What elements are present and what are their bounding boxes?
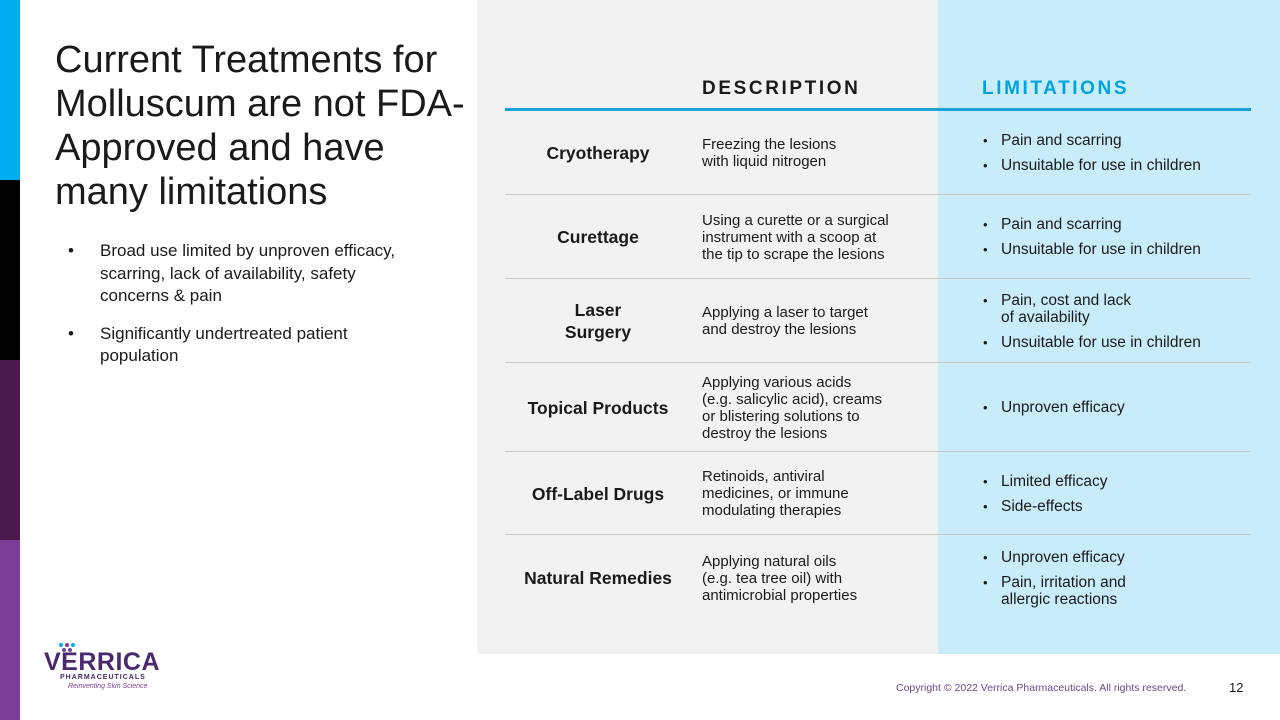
- table-row: [505, 452, 1251, 535]
- limitations-list: [981, 535, 1241, 621]
- limitation-item: • Unsuitable for use in children: [981, 157, 1241, 174]
- limitations-list: [981, 279, 1241, 363]
- copyright-notice: Copyright © 2022 Verrica Pharmaceuticals. All rights reserved.: [896, 682, 1187, 694]
- limitations-header: LIMITATIONS: [982, 78, 1130, 99]
- treatment-name: Topical Products: [527, 397, 669, 418]
- table-row: [505, 535, 1251, 621]
- limitation-item: • Pain and scarring: [981, 132, 1241, 149]
- limitation-item: • Unsuitable for use in children: [981, 241, 1241, 258]
- table-row: [505, 195, 1251, 279]
- treatment-description: Using a curette or a surgical instrument with a scoop at the tip to scrape the lesions: [702, 211, 889, 263]
- limitation-item: • Pain, cost and lack of availability: [981, 292, 1241, 326]
- table-row: [505, 279, 1251, 363]
- slide-title: Current Treatments for Molluscum are not FDA-Approved and have many limitations: [55, 39, 465, 213]
- key-point-text: Significantly undertreated patient population: [100, 323, 348, 365]
- accent-band-purple: [0, 540, 20, 720]
- treatment-name: Natural Remedies: [524, 568, 672, 588]
- table-row: [505, 363, 1251, 452]
- treatment-name: Laser Surgery: [564, 300, 632, 342]
- table-row: [505, 111, 1251, 195]
- limitation-item: • Unproven efficacy: [981, 399, 1241, 416]
- bullet-icon: •: [68, 323, 74, 343]
- limitations-list: [981, 195, 1241, 279]
- treatment-description: Retinoids, antiviral medicines, or immune modulating therapies: [702, 468, 849, 519]
- limitation-item: • Unsuitable for use in children: [981, 334, 1241, 351]
- treatment-description: Freezing the lesions with liquid nitrogen: [702, 136, 837, 170]
- treatment-description: Applying natural oils (e.g. tea tree oil) with antimicrobial properties: [702, 552, 858, 604]
- treatment-name: Cryotherapy: [546, 143, 650, 163]
- treatment-name: Curettage: [557, 227, 639, 247]
- bullet-icon: •: [68, 241, 74, 260]
- accent-band-blue: [0, 0, 20, 180]
- treatment-name: Off-Label Drugs: [531, 483, 665, 504]
- limitations-list: [981, 111, 1241, 195]
- key-point: [68, 323, 408, 368]
- page-number: 12: [1229, 680, 1244, 695]
- limitations-list: [981, 363, 1241, 452]
- limitation-item: • Unproven efficacy: [981, 549, 1241, 566]
- treatment-description: Applying various acids (e.g. salicylic acid), creams or blistering solutions to destroy the lesions: [702, 373, 883, 442]
- accent-band-black: [0, 180, 20, 360]
- key-points-list: [68, 240, 408, 383]
- company-logo: VERRICA: [44, 648, 161, 676]
- description-header: DESCRIPTION: [702, 78, 861, 99]
- accent-band-dark-purple: [0, 360, 20, 540]
- treatment-description: Applying a laser to target and destroy the lesions: [702, 304, 868, 338]
- company-logo-sub: PHARMACEUTICALS: [60, 674, 146, 681]
- limitation-item: • Limited efficacy: [981, 473, 1241, 490]
- limitation-item: • Pain and scarring: [981, 216, 1241, 233]
- key-point-text: Broad use limited by unproven efficacy, scarring, lack of availability, safety concerns & pain: [100, 241, 396, 305]
- limitation-item: • Pain, irritation and allergic reactions: [981, 574, 1241, 608]
- limitation-item: • Side-effects: [981, 498, 1241, 515]
- company-tagline: Reinventing Skin Science: [68, 683, 148, 690]
- key-point: [68, 240, 408, 308]
- limitations-list: [981, 452, 1241, 535]
